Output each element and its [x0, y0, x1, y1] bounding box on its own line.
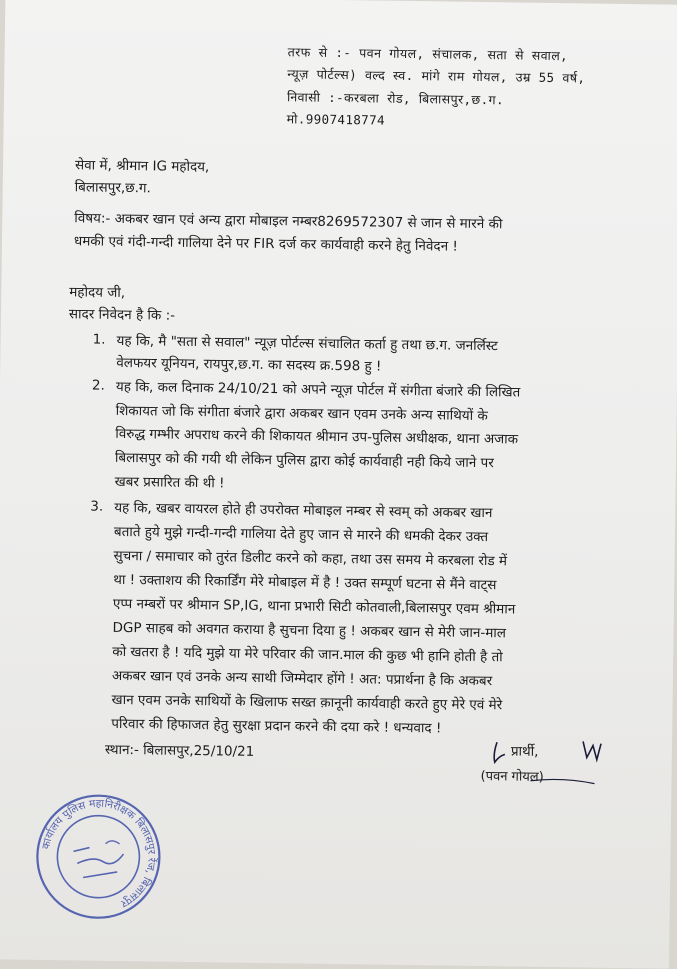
signature-label: प्रार्थी, — [510, 743, 539, 760]
sender-line-2: न्यूज़ पोर्टल्स) वल्द स्व. मांगे राम गोयल, उम्र 55 वर्ष, — [287, 66, 586, 86]
recipient-line-2: बिलासपुर,छ.ग. — [74, 179, 151, 197]
seal-graphic — [32, 791, 164, 923]
subject-line-1: विषय:- अकबर खान एवं अन्य द्वारा मोबाइल नम्बर8269572307 से जान से मारने की — [74, 210, 503, 233]
point-3-line-8: अकबर खान एवं उनके अन्य साथी जिम्मेदार होंगे ! अत: पप्रार्थना है कि अकबर — [111, 667, 493, 690]
point-2-number: 2. — [91, 377, 105, 394]
signature-block — [482, 732, 613, 794]
point-2-line-2: शिकायत जो कि संगीता बंजारे द्वारा अकबर खान एवम उनके अन्य साथियों के — [115, 402, 488, 425]
point-2-line-4: बिलासपुर को की गयी थी लेकिन पुलिस द्वारा कोई कार्यवाही नही किये जाने पर — [114, 449, 494, 472]
point-2-line-3: विरुद्ध गम्भीर अपराध करने की शिकायत श्रीमान उप-पुलिस अधीक्षक, थाना अजाक — [115, 425, 519, 448]
sender-line-3: निवासी :-करबला रोड, बिलासपुर,छ.ग. — [286, 89, 505, 108]
sender-line-1: तरफ से :- पवन गोयल, संचालक, सता से सवाल, — [287, 44, 569, 64]
point-3-line-1: यह कि, खबर वायरल होते ही उपरोक्त मोबाइल नम्बर से स्वम् को अकबर खान — [114, 499, 493, 522]
signature-name: (पवन गोयल) — [480, 769, 544, 785]
subject-line-2: धमकी एवं गंदी-गन्दी गालिया देने पर FIR दर्ज कर कार्यवाही करने हेतु निवेदन ! — [73, 233, 458, 255]
sender-phone: मो.9907418774 — [286, 111, 386, 128]
point-3-number: 3. — [90, 498, 104, 515]
point-3-line-3: सुचना / समाचार को तुरंत डिलीट करने को कहा, तथा उस समय मे करबला रोड में — [113, 547, 508, 570]
point-3-line-2: बताते हुये मुझे गन्दी-गन्दी गालिया देते हुए जान से मारने की धमकी देकर उक्त — [113, 523, 489, 546]
intro-line: सादर निवेदन है कि :- — [68, 306, 176, 324]
point-3-line-7: को खतरा है ! यदि मुझे या मेरे परिवार की जान.माल की कुछ भी हानि होती है तो — [112, 643, 503, 666]
point-3-line-4: था ! उक्ताशय की रिकार्डिंग मेरे मोबाइल में है ! उक्त सम्पूर्ण घटना से मैंने वाट्स — [113, 571, 497, 594]
point-1-number: 1. — [92, 331, 106, 348]
point-1-line-1: यह कि, मै "सता से सवाल" न्यूज़ पोर्टल्स संचालित कर्ता हु तथा छ.ग. जनर्लिस्ट — [116, 332, 498, 355]
point-2-line-1: यह कि, कल दिनाक 24/10/21 को अपने न्यूज़ पोर्टल में संगीता बंजारे की लिखित — [115, 378, 521, 401]
police-seal-stamp — [32, 791, 164, 923]
place-date: स्थान:- बिलासपुर,25/10/21 — [104, 741, 255, 760]
seal-text: कार्यालय पुलिस महानिरीक्षक बिलासपुर रेंज, बिलासपुर — [39, 797, 158, 910]
point-3-line-9: खान एवम उनके साथियों के खिलाफ सख्त क़ानूनी कार्यवाही करते हुए मेरे एवं मेरे — [111, 691, 503, 714]
salutation: महोदय जी, — [69, 284, 126, 302]
point-1-line-2: वेलफयर यूनियन, रायपुर,छ.ग. का सदस्य क्र.598 हु ! — [116, 354, 382, 375]
point-3-line-5: एप्प नम्बरों पर श्रीमान SP,IG, थाना प्रभारी सिटी कोतवाली,बिलासपुर एवम श्रीमान — [112, 595, 516, 618]
point-2-line-5: खबर प्रसारित की थी ! — [114, 473, 225, 492]
recipient-line-1: सेवा में, श्रीमान IG महोदय, — [74, 157, 210, 176]
point-3-line-6: DGP साहब को अवगत कराया है सुचना दिया हु ! अकबर खान से मेरी जान-माल — [112, 619, 507, 642]
point-3-line-10: परिवार की हिफाजत हेतु सुरक्षा प्रदान करने की दया करे ! धन्यवाद ! — [111, 715, 442, 737]
sender-block — [5, 0, 677, 128]
